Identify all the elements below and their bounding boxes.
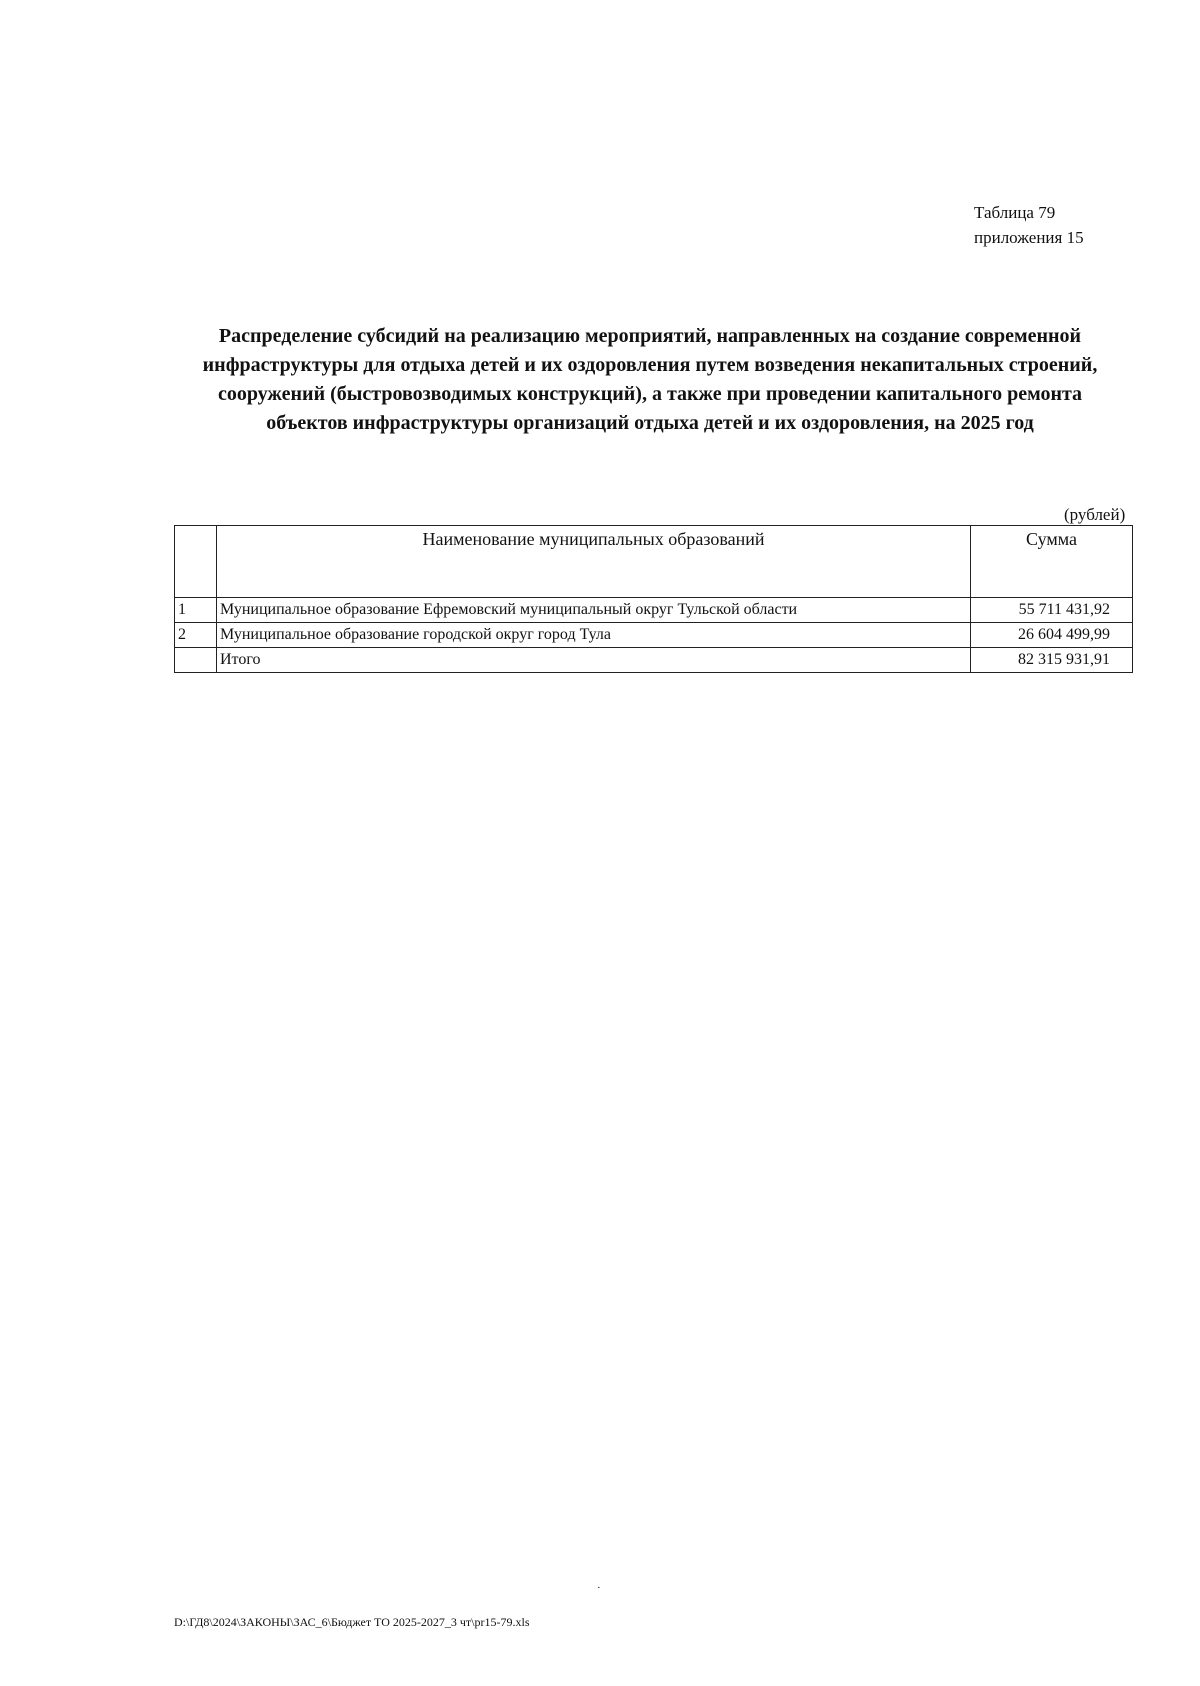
row-number: 1	[175, 598, 217, 623]
municipality-name: Муниципальное образование Ефремовский муниципальный округ Тульской области	[217, 598, 971, 623]
document-title	[170, 322, 1130, 438]
subsidy-table	[174, 525, 1133, 673]
total-label: Итого	[217, 648, 971, 673]
page-mark: ·	[597, 1582, 601, 1594]
units-label: (рублей)	[1064, 505, 1126, 524]
table-row	[175, 598, 1133, 623]
row-number: 2	[175, 623, 217, 648]
amount-value: 26 604 499,99	[971, 623, 1133, 648]
title-line: инфраструктуры для отдыха детей и их оздоровления путем возведения некапитальных строений,	[202, 354, 1098, 376]
appendix-number: приложения 15	[974, 228, 1084, 247]
title-line: сооружений (быстровозводимых конструкций), а также при проведении капитального ремонта	[217, 383, 1083, 405]
footer-file-path: D:\ГД8\2024\ЗАКОНЫ\ЗАС_6\Бюджет ТО 2025-2027_3 чт\pr15-79.xls	[174, 1615, 530, 1629]
total-amount: 82 315 931,91	[971, 648, 1133, 673]
table-row	[175, 623, 1133, 648]
table-header-row	[175, 526, 1133, 598]
table-reference	[974, 200, 1084, 250]
title-line: Распределение субсидий на реализацию мероприятий, направленных на создание современной	[218, 325, 1082, 347]
total-row-number	[175, 648, 217, 673]
total-row	[175, 648, 1133, 673]
column-header-amount: Сумма	[971, 526, 1133, 598]
amount-value: 55 711 431,92	[971, 598, 1133, 623]
column-header-number	[175, 526, 217, 598]
table-number: Таблица 79	[974, 203, 1056, 222]
title-line: объектов инфраструктуры организаций отдыха детей и их оздоровления, на 2025 год	[266, 412, 1034, 434]
municipality-name: Муниципальное образование городской округ город Тула	[217, 623, 971, 648]
column-header-name: Наименование муниципальных образований	[217, 526, 971, 598]
